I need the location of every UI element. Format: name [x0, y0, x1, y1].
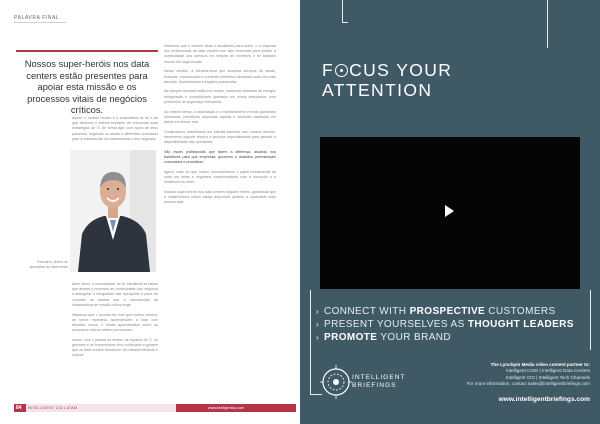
- ad-headline: [322, 60, 452, 100]
- bullet-text: YOUR BRAND: [377, 332, 452, 343]
- paragraph: Sabemos que o cenário atual é desafiador para todos, e a resposta dos profissionais de data centers tem sido essencial para manter a continuidade dos serviços em tempos de incerteza e de trabalho remoto em larga escala.: [164, 44, 276, 64]
- play-icon[interactable]: [445, 205, 454, 217]
- photo-caption: Executivo, diretor de operações de data center: [29, 260, 68, 269]
- paragraph: Nesse sentido, a infraestrutura que sustenta serviços de saúde, finanças, comunicação e comércio eletrônico demanda cada vez mais atenção, investimentos e equipes preparadas.: [164, 69, 276, 84]
- paragraph: Assim, com o passar do tempo, as equipes de TI, os gestores e os fornecedores têm continuado a garantir que os data centers funcionem de maneira eficiente e segura.: [72, 337, 158, 358]
- bullet-bold: PROMOTE: [324, 332, 378, 343]
- logo-line: BRIEFINGS: [352, 382, 397, 389]
- footer-url: www.intelligentcio.com: [208, 406, 245, 410]
- column-1-bottom: [72, 282, 158, 398]
- bullet-bold: PROSPECTIVE: [409, 306, 486, 317]
- paragraph: Nossos super-heróis nos data centers seguem firmes, garantindo que a infraestrutura crítica esteja disponível quando a sociedade mais precisa dela.: [164, 189, 276, 205]
- arrow-right-icon: ›: [316, 307, 320, 316]
- partner-line: Intelligent CISO | Intelligent Data Centres: [506, 368, 590, 374]
- paragraph: Agora, mais do que nunca, reconhecemos o papel fundamental de cada um deles e seguimos comprometidos com a inovação e a resiliência do setor.: [164, 169, 276, 185]
- logo-wordmark: [352, 374, 406, 390]
- arrow-right-icon: ›: [316, 320, 320, 329]
- headline-text: CUS YOUR: [349, 60, 453, 80]
- paragraph: Ao mesmo tempo, a automação e o monitoramento remoto ganharam relevância, permitindo respostas rápidas e decisões baseadas em dados em tempo real.: [164, 109, 276, 124]
- video-player[interactable]: [320, 137, 580, 289]
- headline-line-2: ATTENTION: [322, 80, 433, 100]
- bullet-text: CONNECT WITH: [324, 306, 410, 317]
- bullet-text: PRESENT YOURSELVES AS: [324, 319, 468, 330]
- paragraph: Sabemos que o período fez com que muitos setores, de forma repentina, aprendessem a lidar com desafios novos, e esses aprendizados sobre os processos críticos devem permanecer.: [72, 312, 158, 333]
- pull-quote: Nossos super-heróis nos data centers estão presentes para apoiar esta missão e os processos vitais de negócios críticos.: [24, 58, 150, 116]
- logo-line: INTELLIGENT: [352, 374, 406, 381]
- advertisement: [300, 0, 600, 424]
- paragraph: As equipes técnicas estão em campo, mantendo sistemas de energia, refrigeração e conectividade operando em níveis adequados, com protocolos de segurança reforçados.: [164, 89, 276, 104]
- page-number: 84: [16, 405, 22, 411]
- column-1-top: [72, 116, 158, 146]
- ad-bullet: [316, 332, 451, 344]
- focus-target-icon: [335, 64, 348, 77]
- partner-line: Intelligent CIO | Intelligent Tech Channels: [505, 374, 590, 380]
- decor-line: [342, 0, 343, 22]
- paragraph: Assim, o mundo mudou e a expectativa de foi a de que diretores e líderes tivessem de reformular suas estratégias de TI, de forma ágil, com apoio de seus parceiros, seguindo os atuais e diferentes processos para a manutenção da infraestrutura e dos negócios.: [72, 116, 158, 141]
- column-2: [164, 44, 276, 400]
- decor-line: [547, 0, 548, 48]
- decor-line: [342, 22, 348, 23]
- executive-photo: [70, 150, 156, 272]
- partner-line: The Lynchpin Media video content partner to:: [490, 362, 590, 367]
- ad-bullet: [316, 319, 574, 331]
- footer-publication: INTELLIGENT CIO LATAM: [28, 406, 78, 410]
- arrow-right-icon: ›: [316, 333, 320, 342]
- section-label-underline: [14, 22, 66, 23]
- decor-line: [590, 290, 591, 350]
- partner-line: For more information, contact sales@intelligentbriefings.com: [466, 381, 590, 387]
- section-label: PALAVRA FINAL: [14, 15, 60, 21]
- bullet-bold: THOUGHT LEADERS: [467, 319, 574, 330]
- headline-letter: F: [322, 60, 335, 80]
- paragraph: São esses profissionais que fazem a diferença, atuando nos bastidores para que empresas, governos e cidadãos permaneçam conectados e produtivos.: [164, 149, 276, 165]
- paragraph: Continuamos trabalhando em estreita parceria com nossos clientes, oferecendo suporte técnico e serviços especializados para garantir a disponibilidade das operações.: [164, 129, 276, 145]
- ad-website-link[interactable]: www.intelligentbriefings.com: [498, 396, 590, 403]
- paragraph: Além disso, a necessidade de se identificar as falhas que afetam o processo de continuidade dos negócios e assegurar a integridade das operações é parte do conjunto de tarefas que a manutenção da infraestrutura de missão crítica exige.: [72, 282, 158, 307]
- partner-info: [420, 362, 590, 388]
- ad-bullet: [316, 306, 556, 318]
- pull-quote-rule: [16, 50, 158, 52]
- headline-line-1: [322, 60, 452, 80]
- decor-line: [310, 290, 311, 394]
- bullet-text: CUSTOMERS: [485, 306, 556, 317]
